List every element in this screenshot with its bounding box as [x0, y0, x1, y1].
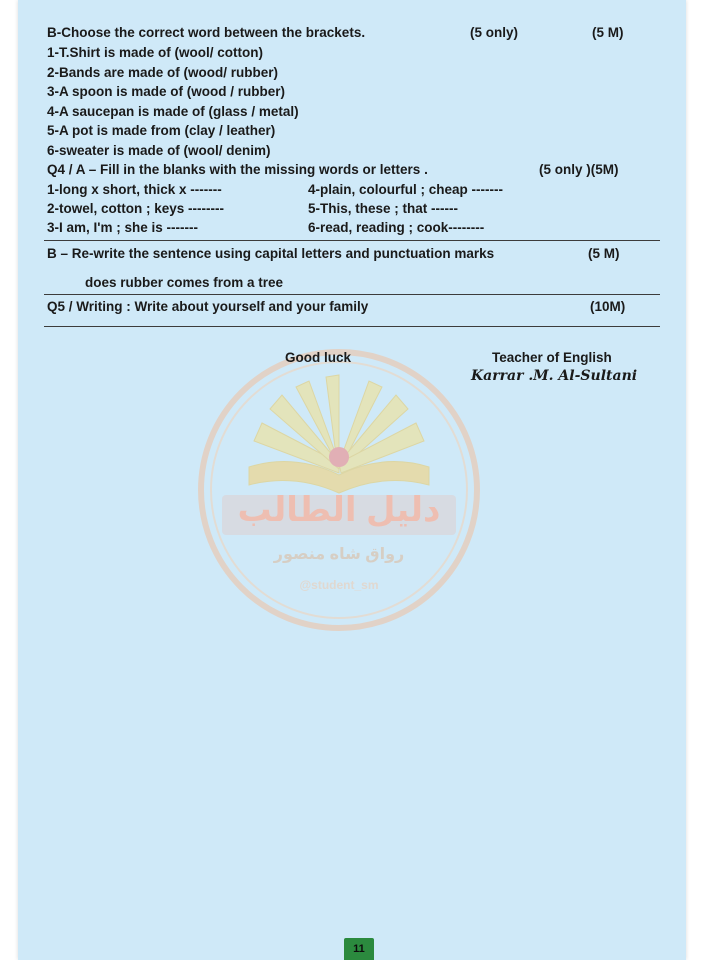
section-b-title: B-Choose the correct word between the brackets. [47, 25, 366, 40]
q4-item: 6-read, reading ; cook-------- [308, 220, 485, 235]
section-b-item: 5-A pot is made from (clay / leather) [47, 123, 276, 138]
exam-page [18, 0, 686, 960]
page-number: 11 [344, 938, 374, 960]
section-b-item: 2-Bands are made of (wood/ rubber) [47, 65, 279, 80]
section-b-item: 3-A spoon is made of (wood / rubber) [47, 84, 286, 99]
open-book-icon [249, 375, 429, 493]
q5-marks: (10M) [590, 299, 626, 314]
q4-title: Q4 / A – Fill in the blanks with the missing words or letters . [47, 162, 428, 177]
section-b-item: 4-A saucepan is made of (glass / metal) [47, 104, 299, 119]
divider [44, 294, 660, 295]
q4-item: 3-I am, I'm ; she is ------- [47, 220, 198, 235]
rewrite-sentence: does rubber comes from a tree [85, 275, 284, 290]
section-b-item: 1-T.Shirt is made of (wool/ cotton) [47, 45, 263, 60]
divider [44, 240, 660, 241]
q5-title: Q5 / Writing : Write about yourself and your family [47, 299, 369, 314]
section-b-marks: (5 M) [592, 25, 624, 40]
teacher-signature: Karrar .M. Al-Sultani [471, 368, 638, 384]
section-b-item: 6-sweater is made of (wool/ denim) [47, 143, 271, 158]
teacher-title: Teacher of English [492, 350, 612, 365]
q4-marks: (5 only )(5M) [539, 162, 619, 177]
divider [44, 326, 660, 327]
rewrite-title: B – Re-write the sentence using capital letters and punctuation marks [47, 246, 495, 261]
q4-item: 2-towel, cotton ; keys -------- [47, 201, 224, 216]
watermark-handle: @student_sm [299, 578, 379, 592]
q4-item: 4-plain, colourful ; cheap ------- [308, 182, 503, 197]
q4-item: 1-long x short, thick x ------- [47, 182, 222, 197]
watermark-arabic-subtitle: رواق شاه منصور [273, 546, 405, 563]
rewrite-marks: (5 M) [588, 246, 620, 261]
good-luck: Good luck [285, 350, 352, 365]
section-b-count: (5 only) [470, 25, 519, 40]
q4-item: 5-This, these ; that ------ [308, 201, 458, 216]
watermark-arabic-title: دليل الطالب [237, 491, 441, 529]
